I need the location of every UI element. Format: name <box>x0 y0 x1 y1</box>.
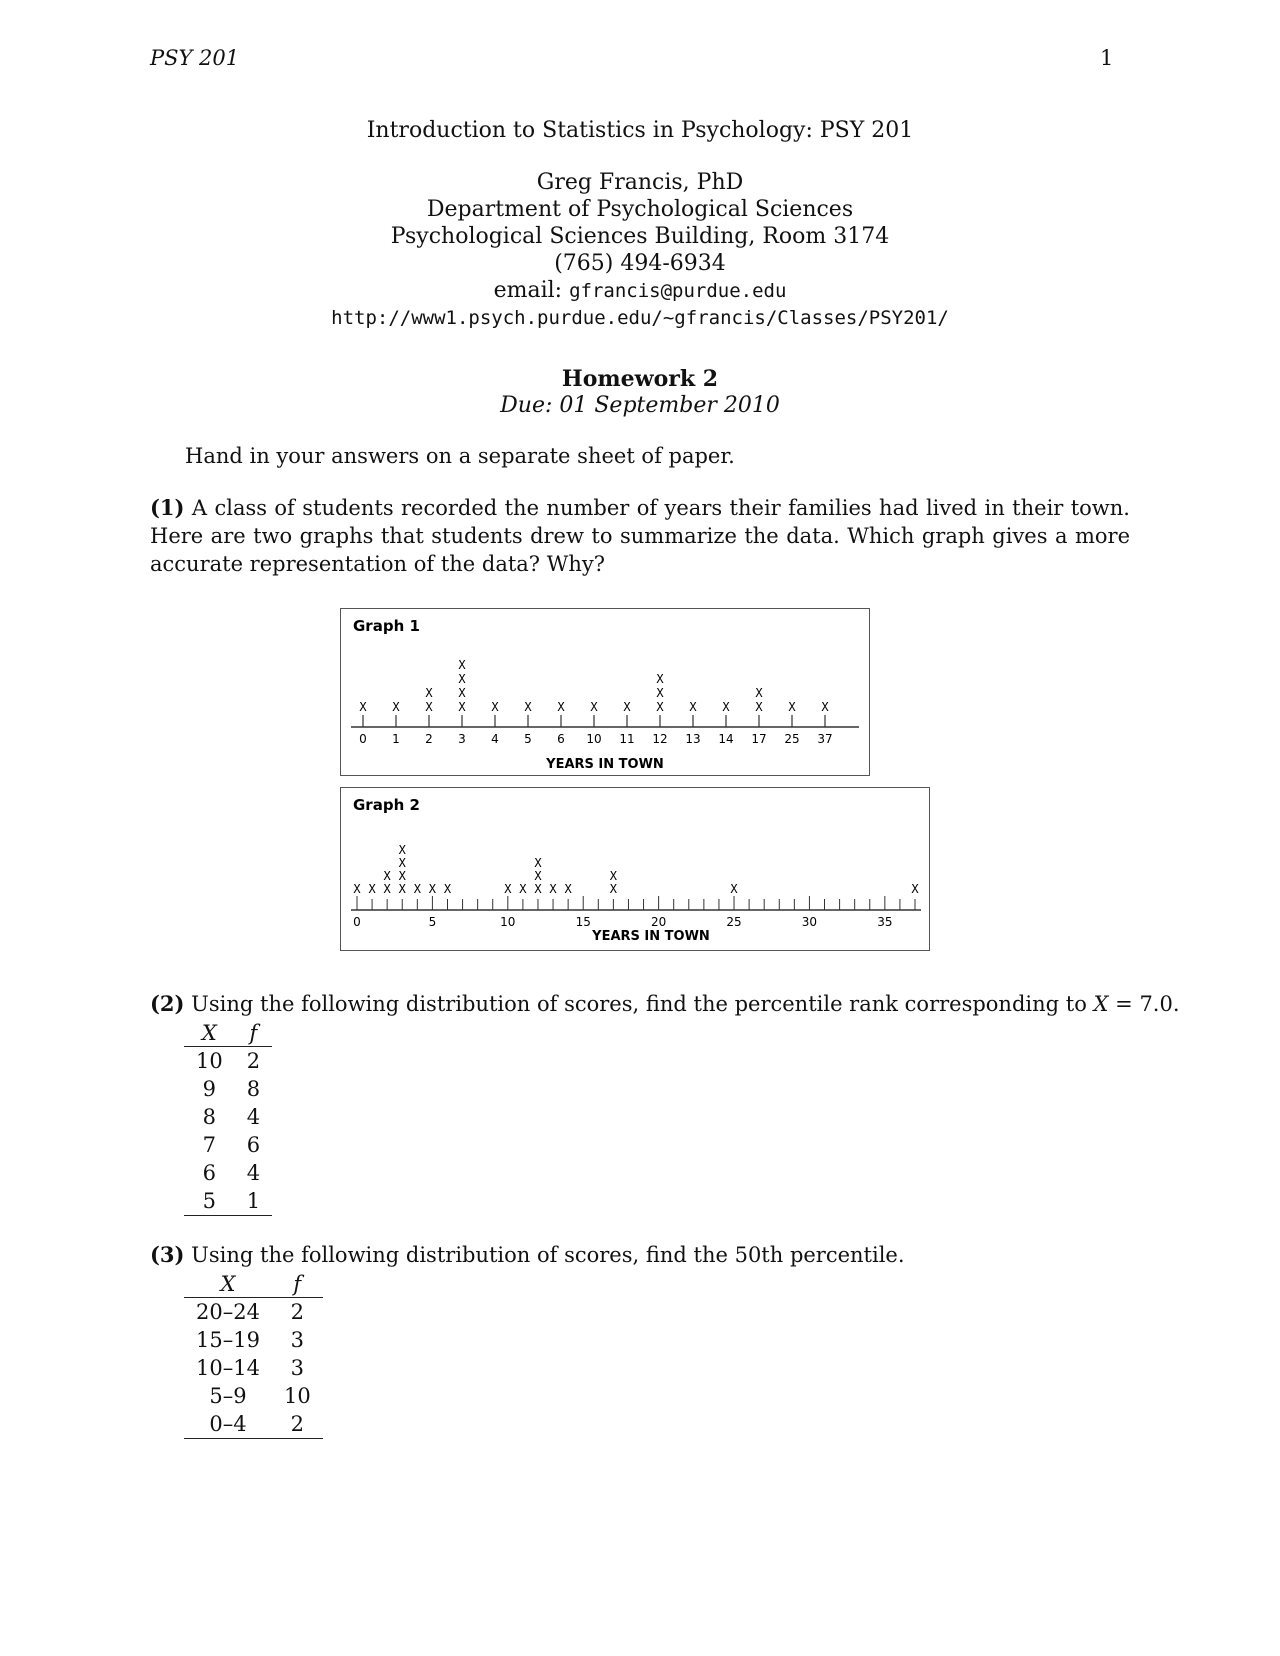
graph-2-tick-label: 0 <box>353 915 361 929</box>
question-2-number: (2) <box>150 991 185 1016</box>
graph-1-title: Graph 1 <box>353 617 420 635</box>
q2-table-cell: 5 <box>184 1187 235 1216</box>
graph-1-x-mark: X <box>458 672 466 686</box>
graph-2 <box>340 787 930 951</box>
graph-2-x-mark: X <box>368 882 376 896</box>
author-phone: (765) 494-6934 <box>554 251 726 276</box>
question-3-text: Using the following distribution of scores, find the 50th percentile. <box>191 1243 905 1267</box>
graph-1-x-mark: X <box>656 686 664 700</box>
table-row <box>184 1326 323 1354</box>
graph-1-x-mark: X <box>524 700 532 714</box>
graph-1-x-mark: X <box>755 686 763 700</box>
graph-1-tick-label: 5 <box>524 732 532 746</box>
q2-table-cell: 2 <box>246 1049 261 1073</box>
graph-1-x-mark: X <box>656 700 664 714</box>
table-row <box>184 1159 272 1187</box>
q2-table-cell: 10 <box>196 1049 223 1073</box>
q3-table-cell: 3 <box>290 1328 304 1352</box>
graph-1-x-mark: X <box>821 700 829 714</box>
graph-1-tick-label: 6 <box>557 732 565 746</box>
graph-1-tick-label: 1 <box>392 732 400 746</box>
graph-1-x-mark: X <box>722 700 730 714</box>
graph-1-tick-label: 2 <box>425 732 433 746</box>
graph-2-x-mark: X <box>519 882 527 896</box>
graph-1-x-mark: X <box>392 700 400 714</box>
graph-2-x-mark: X <box>413 882 421 896</box>
graph-1-x-mark: X <box>557 700 565 714</box>
graph-1-x-mark: X <box>458 700 466 714</box>
author-email-line <box>0 278 1280 303</box>
q3-table-cell: 2 <box>272 1410 323 1439</box>
email-label: email: <box>493 278 563 303</box>
graph-1-tick-label: 13 <box>685 732 701 746</box>
author-name: Greg Francis, PhD <box>536 170 744 195</box>
graph-2-x-mark: X <box>534 882 542 896</box>
distribution-table-q2 <box>184 1020 272 1216</box>
graph-1-x-mark: X <box>755 700 763 714</box>
graph-2-xlabel: YEARS IN TOWN <box>592 929 710 944</box>
table-row <box>184 1187 272 1216</box>
q3-table-cell: 2 <box>290 1300 304 1324</box>
graph-1-tick-label: 10 <box>586 732 602 746</box>
q2-table-cell: 8 <box>202 1105 217 1129</box>
question-2-value: = 7.0. <box>1115 992 1180 1016</box>
q3-table-cell: 0–4 <box>184 1410 272 1439</box>
q2-table-cell: 9 <box>202 1077 217 1101</box>
graph-2-tick-label: 20 <box>650 915 667 929</box>
question-3 <box>150 1242 905 1267</box>
graph-1-xlabel: YEARS IN TOWN <box>546 757 664 772</box>
graph-2-x-mark: X <box>564 882 572 896</box>
question-1-text: A class of students recorded the number of years their families had lived in their town. Here are two graphs that students drew to summarize the data. Which graph gives a more accurate representation of the data? Why? <box>150 496 1130 576</box>
graph-2-x-mark: X <box>398 843 406 857</box>
graph-1-tick-label: 3 <box>458 732 466 746</box>
graph-2-x-mark: X <box>549 882 557 896</box>
q3-table-cell: 5–9 <box>209 1384 247 1408</box>
graph-1-x-mark: X <box>425 700 433 714</box>
graph-1-tick-label: 4 <box>491 732 499 746</box>
running-header: PSY 201 <box>150 46 240 70</box>
graph-1-x-mark: X <box>656 672 664 686</box>
distribution-table-q3 <box>184 1271 323 1439</box>
graph-1-x-mark: X <box>458 686 466 700</box>
q2-table-cell: 4 <box>246 1105 261 1129</box>
q2-table-cell: 7 <box>202 1133 217 1157</box>
page-number: 1 <box>1100 46 1114 70</box>
q2-table-header: f <box>235 1020 272 1047</box>
q2-table-header: X <box>184 1020 235 1047</box>
graph-2-tick-label: 35 <box>877 915 893 929</box>
graph-1-tick-label: 37 <box>817 732 833 746</box>
graph-2-x-mark: X <box>609 882 617 896</box>
assignment-title: Homework 2 <box>561 366 719 392</box>
graph-1-x-mark: X <box>359 700 367 714</box>
q2-table-cell: 6 <box>246 1133 261 1157</box>
q2-table-cell: 6 <box>202 1161 217 1185</box>
graph-2-x-mark: X <box>353 882 361 896</box>
q3-table-cell: 3 <box>290 1356 304 1380</box>
graph-2-tick-label: 10 <box>500 915 516 929</box>
graph-1-tick-label: 17 <box>751 732 767 746</box>
q3-table-header: X <box>184 1271 272 1298</box>
table-row <box>184 1410 323 1439</box>
graph-2-x-mark: X <box>398 882 406 896</box>
q3-table-header: f <box>272 1271 323 1298</box>
graph-2-title: Graph 2 <box>353 796 420 814</box>
table-row <box>184 1075 272 1103</box>
table-row <box>184 1298 323 1327</box>
graph-2-tick-label: 30 <box>801 915 818 929</box>
graph-2-svg <box>341 788 929 950</box>
graph-2-tick-label: 15 <box>575 915 591 929</box>
graph-2-x-mark: X <box>443 882 452 896</box>
page-title: Introduction to Statistics in Psychology: PSY 201 <box>366 118 914 143</box>
graph-2-x-mark: X <box>911 882 919 896</box>
graph-1-x-mark: X <box>788 700 796 714</box>
graph-2-tick-label: 25 <box>726 915 742 929</box>
q3-table-cell: 10 <box>283 1384 311 1408</box>
graph-1-x-mark: X <box>623 700 631 714</box>
graph-1-x-mark: X <box>425 686 433 700</box>
question-1-number: (1) <box>150 495 185 520</box>
question-1 <box>150 494 1130 578</box>
email-link[interactable]: gfrancis@purdue.edu <box>569 280 787 302</box>
graph-2-x-mark: X <box>534 869 542 883</box>
q2-table-cell: 1 <box>235 1187 272 1216</box>
due-date: Due: 01 September 2010 <box>500 393 780 418</box>
table-row <box>184 1131 272 1159</box>
graph-2-tick-label: 5 <box>428 915 437 929</box>
table-row <box>184 1354 323 1382</box>
table-row <box>184 1047 272 1076</box>
table-row <box>184 1103 272 1131</box>
question-2-variable: X <box>1093 992 1109 1016</box>
graph-2-x-mark: X <box>534 856 542 870</box>
graph-2-x-mark: X <box>383 882 391 896</box>
graph-1-x-mark: X <box>491 700 499 714</box>
graph-1-x-mark: X <box>590 700 598 714</box>
graph-1-tick-label: 25 <box>784 732 800 746</box>
author-building: Psychological Sciences Building, Room 3174 <box>390 224 890 249</box>
graph-2-x-mark: X <box>428 882 437 896</box>
graph-2-x-mark: X <box>398 856 406 870</box>
graph-1-tick-label: 11 <box>619 732 635 746</box>
course-url-link[interactable]: http://www1.psych.purdue.edu/~gfrancis/Classes/PSY201/ <box>331 307 949 329</box>
graph-1-tick-label: 14 <box>718 732 734 746</box>
graph-1 <box>340 608 870 776</box>
graph-2-x-mark: X <box>398 869 406 883</box>
graph-1-tick-label: 12 <box>652 732 668 746</box>
instructions: Hand in your answers on a separate sheet of paper. <box>185 444 735 468</box>
graph-1-x-mark: X <box>689 700 697 714</box>
q2-table-cell: 8 <box>246 1077 261 1101</box>
q3-table-cell: 15–19 <box>196 1328 260 1352</box>
question-3-number: (3) <box>150 1242 185 1267</box>
table-row <box>184 1382 323 1410</box>
author-department: Department of Psychological Sciences <box>426 197 854 222</box>
graph-2-x-mark: X <box>383 869 391 883</box>
graph-2-x-mark: X <box>504 882 512 896</box>
q3-table-cell: 10–14 <box>196 1356 260 1380</box>
graph-2-x-mark: X <box>609 869 617 883</box>
graph-2-x-mark: X <box>730 882 738 896</box>
graph-1-svg <box>341 609 869 775</box>
question-2 <box>150 991 1180 1016</box>
graph-1-x-mark: X <box>458 658 466 672</box>
question-2-text: Using the following distribution of scores, find the percentile rank corresponding to <box>191 992 1087 1016</box>
q2-table-cell: 4 <box>246 1161 261 1185</box>
graph-1-tick-label: 0 <box>359 732 367 746</box>
q3-table-cell: 20–24 <box>196 1300 260 1324</box>
